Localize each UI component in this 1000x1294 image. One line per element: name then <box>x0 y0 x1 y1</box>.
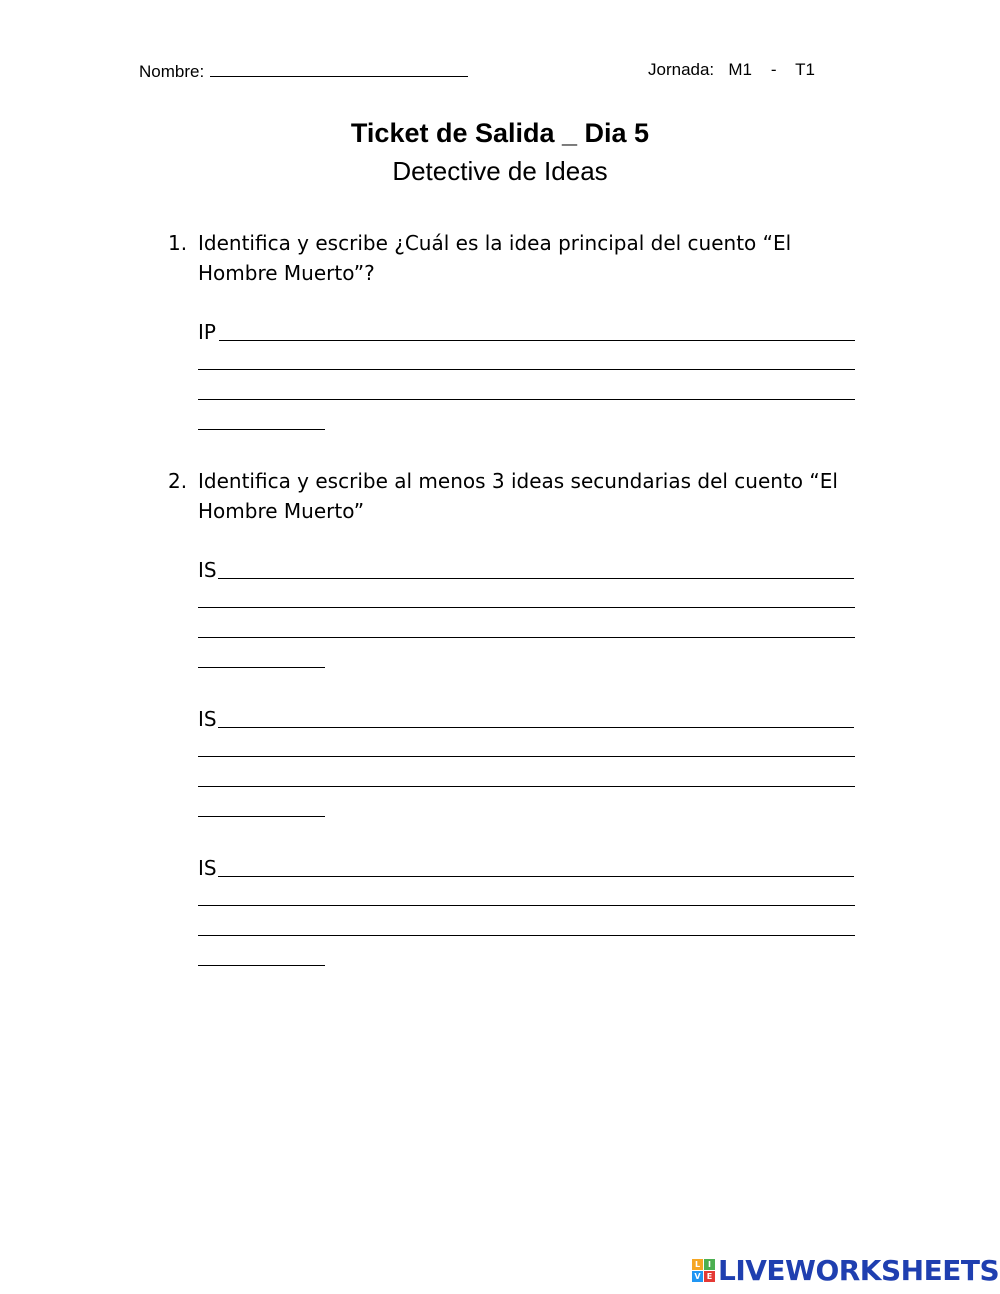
answer-line[interactable] <box>198 935 855 936</box>
question-number: 1. <box>168 231 188 255</box>
answer-line[interactable] <box>198 429 325 430</box>
page-subtitle: Detective de Ideas <box>392 156 608 186</box>
answer-line[interactable] <box>198 369 855 370</box>
answer-line[interactable] <box>198 905 855 906</box>
logo-mark-cell: L <box>692 1259 703 1270</box>
answer-line[interactable] <box>198 786 855 787</box>
answer-label-is: IS <box>198 856 217 880</box>
logo-text: LIVEWORKSHEETS <box>718 1253 1000 1287</box>
logo-mark-icon <box>692 1259 715 1282</box>
question-text: Identifica y escribe al menos 3 ideas secundarias del cuento “El Hombre Muerto” <box>198 469 838 523</box>
answer-line[interactable] <box>198 399 855 400</box>
logo-mark-cell: E <box>704 1271 715 1282</box>
answer-line[interactable] <box>198 756 855 757</box>
name-blank[interactable] <box>210 60 468 77</box>
logo-mark-cell: I <box>704 1259 715 1270</box>
answer-line[interactable] <box>198 816 325 817</box>
answer-line[interactable] <box>218 727 854 728</box>
page-title: Ticket de Salida _ Dia 5 <box>350 118 650 148</box>
question-number: 2. <box>168 469 188 493</box>
answer-line[interactable] <box>198 965 325 966</box>
name-label: Nombre: <box>139 62 205 81</box>
answer-line[interactable] <box>198 637 855 638</box>
answer-line[interactable] <box>198 607 855 608</box>
question-text: Identifica y escribe ¿Cuál es la idea principal del cuento “El Hombre Muerto”? <box>198 231 792 285</box>
answer-line[interactable] <box>219 340 855 341</box>
answer-line[interactable] <box>218 876 854 877</box>
jornada-label: Jornada: M1 - T1 <box>648 60 815 79</box>
answer-label-is: IS <box>198 558 217 582</box>
answer-label-is: IS <box>198 707 217 731</box>
logo-mark-cell: V <box>692 1271 703 1282</box>
name-field[interactable] <box>139 60 468 82</box>
answer-line[interactable] <box>218 578 854 579</box>
answer-line[interactable] <box>198 667 325 668</box>
answer-label-ip: IP <box>198 320 216 344</box>
liveworksheets-logo <box>692 1255 999 1285</box>
